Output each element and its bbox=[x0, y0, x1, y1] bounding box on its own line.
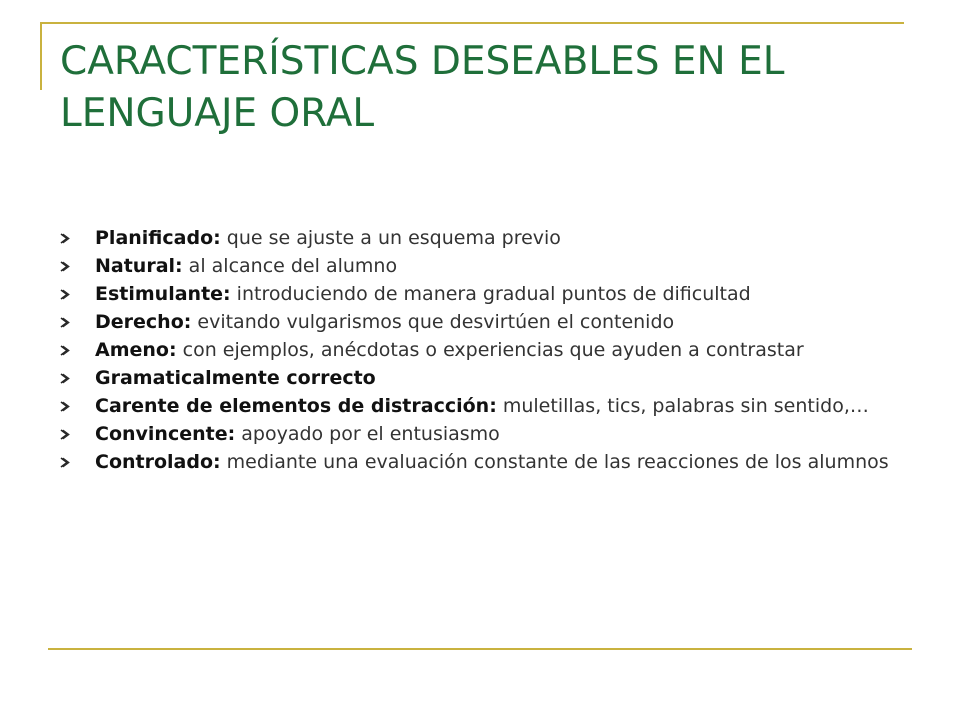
bullet-item bbox=[60, 369, 890, 388]
bullet-term: Carente de elementos de distracción: bbox=[95, 395, 497, 417]
bullet-term: Gramaticalmente correcto bbox=[95, 367, 376, 389]
left-rule bbox=[40, 22, 42, 90]
bullet-text: muletillas, tics, palabras sin sentido,… bbox=[496, 395, 869, 417]
bullet-text: introduciendo de manera gradual puntos de dificultad bbox=[230, 283, 751, 305]
bullet-item bbox=[60, 341, 890, 360]
arrow-bullet-icon bbox=[60, 401, 70, 412]
bullet-item bbox=[60, 397, 890, 416]
arrow-bullet-icon bbox=[60, 345, 70, 356]
bullet-text: que se ajuste a un esquema previo bbox=[220, 227, 561, 249]
arrow-bullet-icon bbox=[60, 289, 70, 300]
arrow-bullet-icon bbox=[60, 457, 70, 468]
bullet-term: Controlado: bbox=[95, 451, 221, 473]
bullet-text: al alcance del alumno bbox=[182, 255, 398, 277]
arrow-bullet-icon bbox=[60, 261, 70, 272]
bullet-item bbox=[60, 453, 890, 472]
arrow-bullet-icon bbox=[60, 233, 70, 244]
bullet-item bbox=[60, 229, 890, 248]
arrow-bullet-icon bbox=[60, 317, 70, 328]
bullet-item bbox=[60, 285, 890, 304]
bullet-text: apoyado por el entusiasmo bbox=[235, 423, 500, 445]
bullet-item bbox=[60, 425, 890, 444]
bullet-text: con ejemplos, anécdotas o experiencias que ayuden a contrastar bbox=[176, 339, 804, 361]
bullet-list bbox=[60, 229, 890, 481]
bullet-term: Ameno: bbox=[95, 339, 177, 361]
arrow-bullet-icon bbox=[60, 429, 70, 440]
top-rule bbox=[40, 22, 904, 24]
bottom-rule bbox=[48, 648, 912, 650]
arrow-bullet-icon bbox=[60, 373, 70, 384]
bullet-item bbox=[60, 257, 890, 276]
bullet-term: Natural: bbox=[95, 255, 183, 277]
bullet-text: mediante una evaluación constante de las reacciones de los alumnos bbox=[220, 451, 889, 473]
bullet-text: evitando vulgarismos que desvirtúen el contenido bbox=[191, 311, 675, 333]
slide-title: CARACTERÍSTICAS DESEABLES EN EL LENGUAJE ORAL bbox=[60, 39, 785, 136]
bullet-term: Planificado: bbox=[95, 227, 221, 249]
bullet-term: Derecho: bbox=[95, 311, 192, 333]
bullet-term: Convincente: bbox=[95, 423, 236, 445]
bullet-item bbox=[60, 313, 890, 332]
bullet-term: Estimulante: bbox=[95, 283, 231, 305]
